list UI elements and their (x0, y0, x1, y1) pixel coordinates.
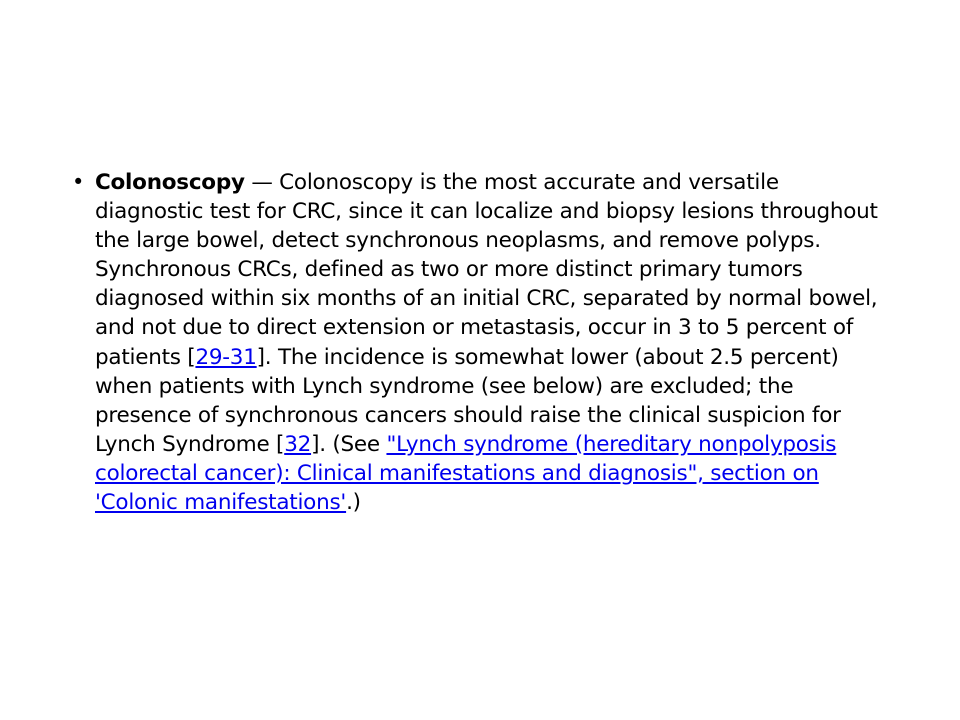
bullet-item-colonoscopy (72, 168, 882, 517)
bullet-text-part-3: ]. (See (311, 431, 387, 457)
bullet-marker: • (72, 170, 85, 194)
reference-link-29-31[interactable]: 29-31 (195, 344, 257, 370)
reference-link-32[interactable]: 32 (284, 431, 312, 457)
lynch-syndrome-article-link[interactable]: "Lynch syndrome (hereditary nonpolyposis colorectal cancer): Clinical manifestations and diagnosis", section on 'Colonic manifestations' (95, 431, 837, 516)
bullet-text-part-4: .) (346, 490, 361, 516)
bullet-heading: Colonoscopy (95, 170, 245, 195)
bullet-list (72, 168, 882, 517)
bullet-text-part-2: ]. The incidence is somewhat lower (about 2.5 percent) when patients with Lynch syndrome (see below) are excluded; the presence of synchronous cancers should raise the clinical suspicion for Lynch Syndrome [ (95, 344, 841, 457)
bullet-text-part-1: — Colonoscopy is the most accurate and versatile diagnostic test for CRC, since it can localize and biopsy lesions throughout the large bowel, detect synchronous neoplasms, and remove polyps. Synchronous CRCs, defined as two or more distinct primary tumors diagnosed within six months of an initial CRC, separated by normal bowel, and not due to direct extension or metastasis, occur in 3 to 5 percent of patients [ (95, 170, 878, 370)
